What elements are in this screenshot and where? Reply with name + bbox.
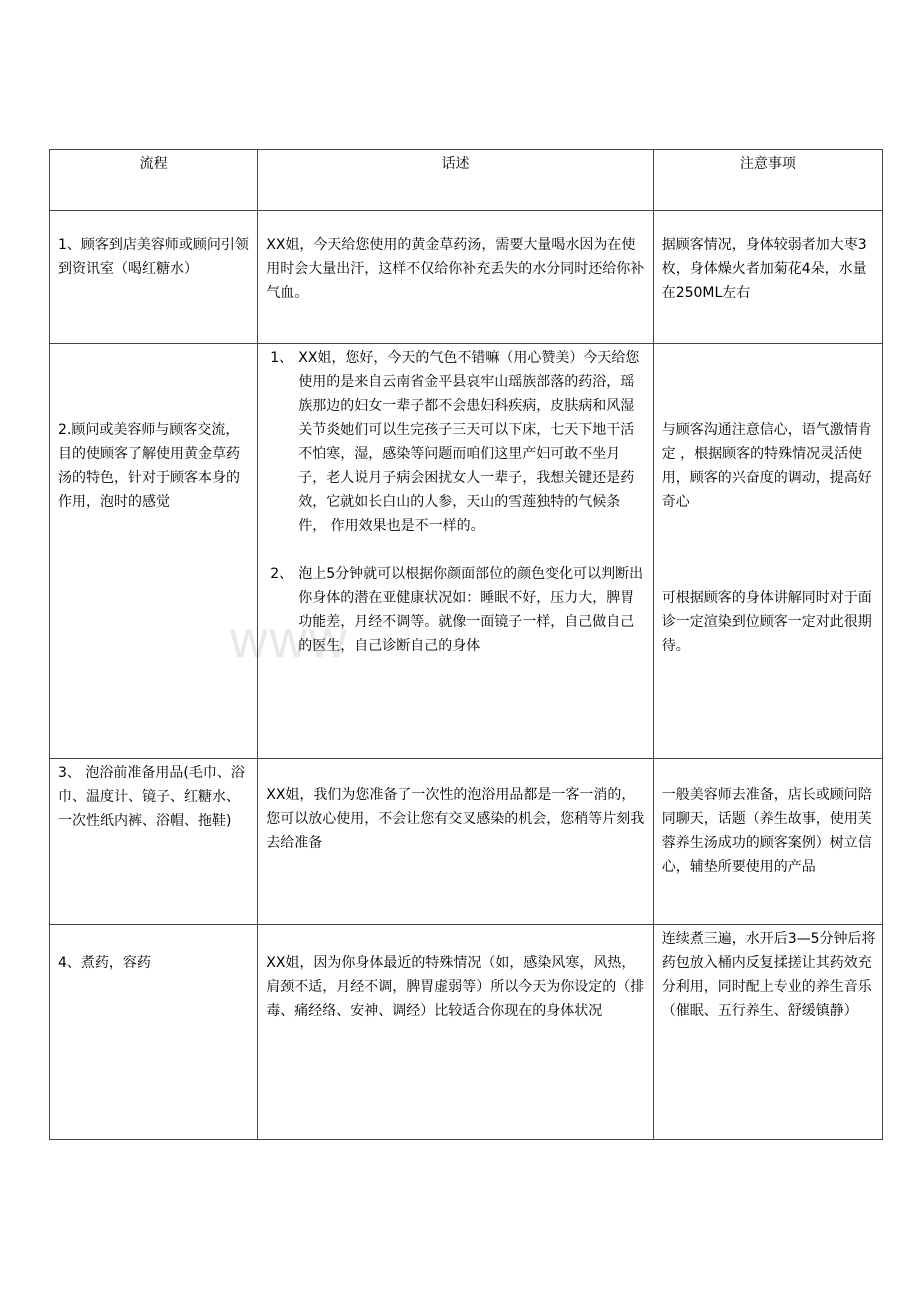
- header-script-label: 话述: [441, 156, 470, 172]
- table-row: [50, 759, 883, 925]
- header-flow: [50, 150, 258, 211]
- flow-text: 泡浴前准备用品(毛巾、浴巾、温度计、镜子、红糖水、一次性纸内裤、浴帽、拖鞋): [58, 765, 245, 829]
- script-list-item: [266, 346, 644, 538]
- table-row: [50, 925, 883, 1140]
- script-item-text: XX姐，您好，今天的气色不错嘛（用心赞美）今天给您使用的是来自云南省金平县哀牢山瑶族部落的药浴，瑶族那边的妇女一辈子都不会患妇科疾病，皮肤病和风湿关节炎她们可以生完孩子三天可以下床，七天下地干活不怕寒，湿，感染等问题而咱们这里产妇可敢不坐月子，老人说月子病会困扰女人一辈子，我想关键还是药效，它就如长白山的人参，天山的雪莲独特的气候条件， 作用效果也是不一样的。: [298, 350, 640, 534]
- flow-cell: [50, 759, 258, 925]
- process-table: [49, 149, 883, 1140]
- flow-number: 3、: [58, 765, 81, 781]
- note-cell: 连续煮三遍，水开后3—5分钟后将药包放入桶内反复揉搓让其药效充分利用，同时配上专业的养生音乐（催眠、五行养生、舒缓镇静）: [653, 925, 882, 1140]
- script-list-item: [266, 562, 644, 658]
- script-cell: XX姐，我们为您准备了一次性的泡浴用品都是一客一消的，您可以放心使用，不会让您有交叉感染的机会，您稍等片刻我去给准备: [258, 759, 653, 925]
- note-text: 可根据顾客的身体讲解同时对于面诊一定渲染到位顾客一定对此很期待。: [661, 590, 872, 654]
- note-cell: 据顾客情况，身体较弱者加大枣3枚，身体燥火者加菊花4朵，水量在250ML左右: [653, 211, 882, 344]
- script-cell: XX姐，因为你身体最近的特殊情况（如，感染风寒，风热，肩颈不适，月经不调，脾胃虚弱等）所以今天为你设定的（排毒、痛经络、安神、调经）比较适合你现在的身体状况: [258, 925, 653, 1140]
- script-item-number: 2、: [270, 566, 294, 582]
- flow-cell: 4、煮药，容药: [50, 925, 258, 1140]
- header-notes-label: 注意事项: [739, 156, 796, 172]
- table-row: [50, 211, 883, 344]
- script-item-text: 泡上5分钟就可以根据你颜面部位的颜色变化可以判断出你身体的潜在亚健康状况如：睡眠不好，压力大，脾胃功能差，月经不调等。就像一面镜子一样，自己做自己的医生，自己诊断自己的身体: [298, 566, 644, 654]
- header-notes: [653, 150, 882, 211]
- note-cell: [653, 344, 882, 759]
- header-script: [258, 150, 653, 211]
- script-cell: [258, 344, 653, 759]
- flow-cell: 1、顾客到店美容师或顾问引领到资讯室（喝红糖水）: [50, 211, 258, 344]
- header-flow-label: 流程: [139, 156, 168, 172]
- note-cell: 一般美容师去准备，店长或顾问陪同聊天，话题（养生故事，使用芙蓉养生汤成功的顾客案例）树立信心，辅垫所要使用的产品: [653, 759, 882, 925]
- script-item-number: 1、: [270, 350, 294, 366]
- watermark-text: www: [230, 611, 349, 669]
- flow-cell: 2.顾问或美容师与顾客交流，目的使顾客了解使用黄金草药汤的特色，针对于顾客本身的作用，泡时的感觉: [50, 344, 258, 759]
- note-text: 与顾客沟通注意信心，语气激情肯定 ，根据顾客的特殊情况灵活使用，顾客的兴奋度的调动，提高好奇心: [661, 422, 872, 510]
- table-header-row: [50, 150, 883, 211]
- table-row: [50, 344, 883, 759]
- script-cell: XX姐，今天给您使用的黄金草药汤，需要大量喝水因为在使用时会大量出汗，这样不仅给你补充丢失的水分同时还给你补气血。: [258, 211, 653, 344]
